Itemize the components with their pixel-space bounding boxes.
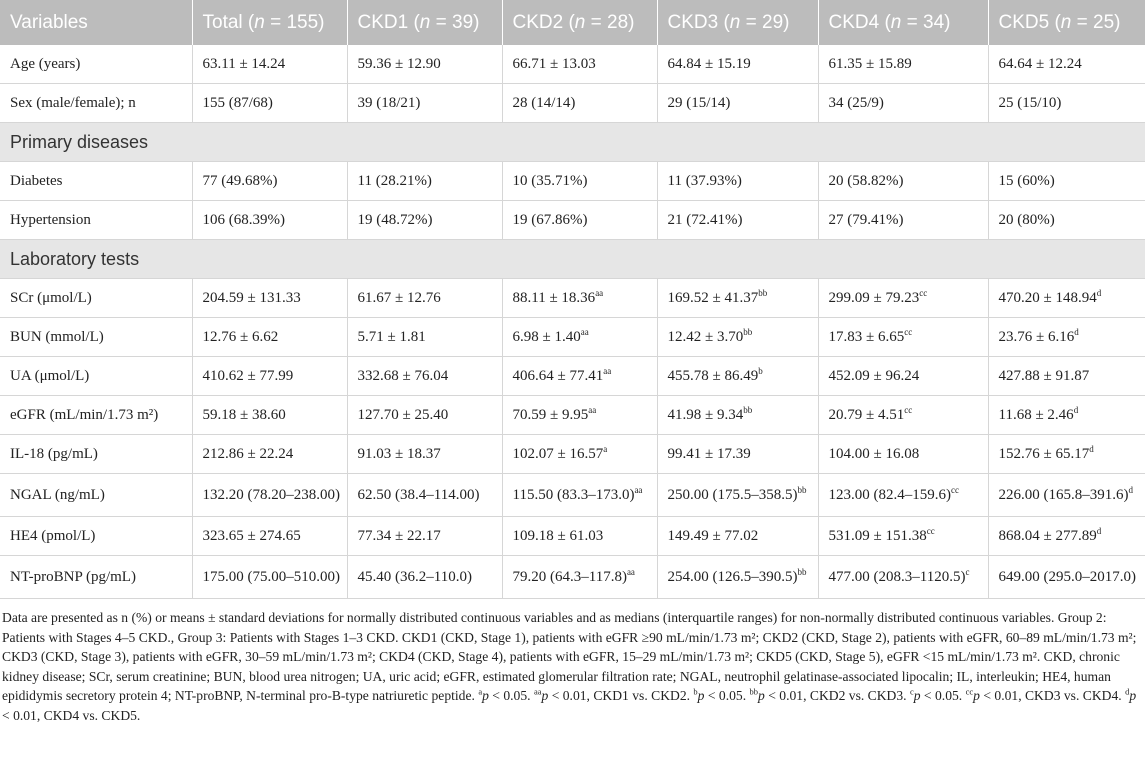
table-cell xyxy=(347,474,502,517)
table-cell xyxy=(347,84,502,123)
cell-value: 59.18 ± 38.60 xyxy=(202,406,286,423)
table-cell xyxy=(818,201,988,240)
table-cell xyxy=(818,318,988,357)
cell-superscript: aa xyxy=(588,404,597,415)
cell-superscript: aa xyxy=(595,287,604,298)
cell-value: 11 (28.21%) xyxy=(357,172,432,189)
table-header xyxy=(0,0,1145,45)
cell-value: 299.09 ± 79.23 xyxy=(828,289,920,306)
row-label: Hypertension xyxy=(0,201,192,240)
table-cell xyxy=(657,556,818,599)
cell-value: 20 (80%) xyxy=(998,211,1055,228)
cell-value: 649.00 (295.0–2017.0) xyxy=(998,568,1136,585)
cell-value: 6.98 ± 1.40 xyxy=(512,328,581,345)
cell-value: 39 (18/21) xyxy=(357,94,421,111)
cell-value: 127.70 ± 25.40 xyxy=(357,406,449,423)
cell-superscript: c xyxy=(965,566,970,577)
table-cell xyxy=(502,45,657,84)
cell-value: 17.83 ± 6.65 xyxy=(828,328,905,345)
header-count: = 39) xyxy=(430,11,480,33)
note-marker: a xyxy=(478,686,483,697)
header-label: CKD1 ( xyxy=(357,11,420,33)
table-cell xyxy=(192,474,347,517)
table-cell xyxy=(657,162,818,201)
cell-value: 204.59 ± 131.33 xyxy=(202,289,301,306)
cell-superscript: bb xyxy=(797,484,807,495)
note-marker: b xyxy=(693,686,698,697)
cell-value: 254.00 (126.5–390.5) xyxy=(667,568,798,585)
table-cell xyxy=(192,396,347,435)
cell-value: 20.79 ± 4.51 xyxy=(828,406,905,423)
cell-superscript: d xyxy=(1073,404,1079,415)
header-n: n xyxy=(890,11,902,33)
table-cell xyxy=(988,517,1145,556)
header-count: = 155) xyxy=(264,11,325,33)
table-cell xyxy=(502,357,657,396)
table-cell xyxy=(347,318,502,357)
table-cell xyxy=(988,279,1145,318)
table-cell xyxy=(192,162,347,201)
cell-value: 5.71 ± 1.81 xyxy=(357,328,426,345)
note-text: < 0.01, CKD2 vs. CKD3. xyxy=(764,688,910,704)
cell-value: 109.18 ± 61.03 xyxy=(512,527,604,544)
table-cell xyxy=(988,162,1145,201)
cell-value: 12.42 ± 3.70 xyxy=(667,328,744,345)
column-header xyxy=(657,0,818,45)
cell-value: 12.76 ± 6.62 xyxy=(202,328,279,345)
cell-value: 406.64 ± 77.41 xyxy=(512,367,604,384)
cell-superscript: cc xyxy=(904,326,913,337)
cell-value: 323.65 ± 274.65 xyxy=(202,527,301,544)
cell-value: 410.62 ± 77.99 xyxy=(202,367,294,384)
column-header xyxy=(818,0,988,45)
header-n: n xyxy=(419,11,431,33)
cell-value: 41.98 ± 9.34 xyxy=(667,406,744,423)
cell-value: 477.00 (208.3–1120.5) xyxy=(828,568,966,585)
table-cell xyxy=(988,435,1145,474)
cell-value: 21 (72.41%) xyxy=(667,211,743,228)
cell-value: 169.52 ± 41.37 xyxy=(667,289,759,306)
cell-superscript: bb xyxy=(743,404,753,415)
table-cell xyxy=(818,396,988,435)
cell-superscript: aa xyxy=(634,484,643,495)
cell-superscript: a xyxy=(603,443,608,454)
cell-superscript: d xyxy=(1074,326,1079,337)
table-cell xyxy=(347,517,502,556)
cell-value: 470.20 ± 148.94 xyxy=(998,289,1097,306)
cell-value: 91.03 ± 18.37 xyxy=(357,445,441,462)
table-cell xyxy=(502,84,657,123)
cell-value: 332.68 ± 76.04 xyxy=(357,367,449,384)
note-p: p xyxy=(541,688,549,704)
table-cell xyxy=(818,279,988,318)
cell-value: 102.07 ± 16.57 xyxy=(512,445,604,462)
table-cell xyxy=(347,556,502,599)
cell-value: 64.84 ± 15.19 xyxy=(667,55,751,72)
cell-value: 23.76 ± 6.16 xyxy=(998,328,1075,345)
cell-value: 106 (68.39%) xyxy=(202,211,285,228)
table-cell xyxy=(657,318,818,357)
cell-value: 226.00 (165.8–391.6) xyxy=(998,486,1129,503)
cell-value: 45.40 (36.2–110.0) xyxy=(357,568,472,585)
table-cell xyxy=(192,45,347,84)
table-cell xyxy=(502,517,657,556)
table-cell xyxy=(502,201,657,240)
row-label: BUN (mmol/L) xyxy=(0,318,192,357)
header-row xyxy=(0,0,1145,45)
cell-superscript: cc xyxy=(919,287,928,298)
table-cell xyxy=(657,435,818,474)
table-row xyxy=(0,357,1145,396)
table-cell xyxy=(502,318,657,357)
cell-value: 455.78 ± 86.49 xyxy=(667,367,759,384)
header-label: CKD5 ( xyxy=(998,11,1061,33)
column-header xyxy=(988,0,1145,45)
table-cell xyxy=(192,279,347,318)
table-row xyxy=(0,396,1145,435)
cell-value: 61.35 ± 15.89 xyxy=(828,55,912,72)
section-label: Primary diseases xyxy=(0,123,1145,162)
cell-value: 66.71 ± 13.03 xyxy=(512,55,596,72)
cell-value: 20 (58.82%) xyxy=(828,172,904,189)
cell-value: 25 (15/10) xyxy=(998,94,1062,111)
column-header xyxy=(347,0,502,45)
table-cell xyxy=(818,84,988,123)
table-cell xyxy=(502,396,657,435)
cell-superscript: bb xyxy=(758,287,768,298)
table-row xyxy=(0,474,1145,517)
note-text: < 0.01, CKD1 vs. CKD2. xyxy=(548,688,694,704)
cell-value: 104.00 ± 16.08 xyxy=(828,445,920,462)
cell-value: 99.41 ± 17.39 xyxy=(667,445,751,462)
row-label: IL-18 (pg/mL) xyxy=(0,435,192,474)
note-marker: c xyxy=(909,686,914,697)
note-p: p xyxy=(973,688,980,704)
table-row xyxy=(0,162,1145,201)
cell-value: 11 (37.93%) xyxy=(667,172,742,189)
table-cell xyxy=(818,435,988,474)
cell-value: 34 (25/9) xyxy=(828,94,884,111)
table-cell xyxy=(347,357,502,396)
header-label: CKD2 ( xyxy=(512,11,575,33)
table-cell xyxy=(347,162,502,201)
cell-superscript: bb xyxy=(743,326,753,337)
table-cell xyxy=(657,357,818,396)
row-label: eGFR (mL/min/1.73 m²) xyxy=(0,396,192,435)
table-row xyxy=(0,84,1145,123)
cell-value: 63.11 ± 14.24 xyxy=(202,55,286,72)
cell-superscript: aa xyxy=(626,566,635,577)
cell-value: 531.09 ± 151.38 xyxy=(828,527,927,544)
cell-value: 15 (60%) xyxy=(998,172,1055,189)
cell-value: 10 (35.71%) xyxy=(512,172,588,189)
note-marker: aa xyxy=(533,686,542,697)
header-label: Total ( xyxy=(202,11,255,33)
cell-value: 868.04 ± 277.89 xyxy=(998,527,1097,544)
cell-superscript: bb xyxy=(797,566,807,577)
cell-value: 115.50 (83.3–173.0) xyxy=(512,486,635,503)
row-label: UA (μmol/L) xyxy=(0,357,192,396)
table-cell xyxy=(818,517,988,556)
table-row xyxy=(0,45,1145,84)
cell-value: 152.76 ± 65.17 xyxy=(998,445,1090,462)
cell-superscript: aa xyxy=(580,326,589,337)
table-cell xyxy=(818,45,988,84)
cell-value: 19 (48.72%) xyxy=(357,211,433,228)
table-row xyxy=(0,435,1145,474)
header-count: = 29) xyxy=(740,11,790,33)
cell-value: 59.36 ± 12.90 xyxy=(357,55,441,72)
cell-value: 155 (87/68) xyxy=(202,94,273,111)
note-p: p xyxy=(697,688,705,704)
cell-value: 123.00 (82.4–159.6) xyxy=(828,486,951,503)
cell-value: 77 (49.68%) xyxy=(202,172,278,189)
row-label: Age (years) xyxy=(0,45,192,84)
table-cell xyxy=(347,279,502,318)
note-p: p xyxy=(482,688,489,704)
cell-value: 11.68 ± 2.46 xyxy=(998,406,1074,423)
table-cell xyxy=(988,474,1145,517)
cell-value: 427.88 ± 91.87 xyxy=(998,367,1090,384)
cell-value: 27 (79.41%) xyxy=(828,211,904,228)
table-cell xyxy=(988,201,1145,240)
column-header xyxy=(192,0,347,45)
row-label: Sex (male/female); n xyxy=(0,84,192,123)
header-count: = 28) xyxy=(585,11,635,33)
row-label: NT-proBNP (pg/mL) xyxy=(0,556,192,599)
cell-value: 132.20 (78.20–238.00) xyxy=(202,486,340,503)
table-cell xyxy=(502,435,657,474)
table-cell xyxy=(502,474,657,517)
table-cell xyxy=(502,279,657,318)
cell-superscript: b xyxy=(758,365,763,376)
column-header xyxy=(502,0,657,45)
cell-value: 212.86 ± 22.24 xyxy=(202,445,294,462)
cell-superscript: d xyxy=(1089,443,1094,454)
header-label: Variables xyxy=(10,11,88,33)
cell-superscript: cc xyxy=(926,525,935,536)
table-cell xyxy=(657,279,818,318)
note-text: < 0.05. xyxy=(920,688,966,704)
section-label: Laboratory tests xyxy=(0,240,1145,279)
section-row xyxy=(0,240,1145,279)
table-body xyxy=(0,45,1145,599)
table-cell xyxy=(988,396,1145,435)
table-cell xyxy=(657,517,818,556)
cell-value: 452.09 ± 96.24 xyxy=(828,367,920,384)
header-n: n xyxy=(574,11,586,33)
table-cell xyxy=(818,556,988,599)
table-cell xyxy=(347,45,502,84)
table-cell xyxy=(818,357,988,396)
cell-superscript: cc xyxy=(904,404,913,415)
table-cell xyxy=(657,396,818,435)
table-row xyxy=(0,556,1145,599)
table-cell xyxy=(192,84,347,123)
header-label: CKD3 ( xyxy=(667,11,730,33)
note-text: < 0.01, CKD4 vs. CKD5. xyxy=(2,707,141,723)
table-cell xyxy=(347,396,502,435)
note-text: < 0.05. xyxy=(704,688,750,704)
cell-value: 79.20 (64.3–117.8) xyxy=(512,568,627,585)
header-n: n xyxy=(254,11,265,33)
row-label: NGAL (ng/mL) xyxy=(0,474,192,517)
table-cell xyxy=(192,201,347,240)
table-cell xyxy=(988,556,1145,599)
table-row xyxy=(0,201,1145,240)
table-cell xyxy=(657,201,818,240)
cell-value: 19 (67.86%) xyxy=(512,211,588,228)
cell-value: 70.59 ± 9.95 xyxy=(512,406,589,423)
table-cell xyxy=(502,162,657,201)
row-label: HE4 (pmol/L) xyxy=(0,517,192,556)
cell-superscript: d xyxy=(1096,525,1102,536)
table-row xyxy=(0,318,1145,357)
note-text: < 0.01, CKD3 vs. CKD4. xyxy=(979,688,1126,704)
table-cell xyxy=(192,556,347,599)
section-row xyxy=(0,123,1145,162)
cell-value: 250.00 (175.5–358.5) xyxy=(667,486,798,503)
table-cell xyxy=(192,435,347,474)
table-cell xyxy=(818,474,988,517)
column-header xyxy=(0,0,192,45)
note-text: < 0.05. xyxy=(488,688,534,704)
table-cell xyxy=(988,84,1145,123)
cell-value: 28 (14/14) xyxy=(512,94,576,111)
cell-value: 77.34 ± 22.17 xyxy=(357,527,441,544)
table-cell xyxy=(988,45,1145,84)
table-row xyxy=(0,517,1145,556)
header-n: n xyxy=(729,11,741,33)
cell-superscript: d xyxy=(1128,484,1133,495)
row-label: SCr (μmol/L) xyxy=(0,279,192,318)
note-p: p xyxy=(758,688,765,704)
header-count: = 34) xyxy=(901,11,951,33)
table-cell xyxy=(988,318,1145,357)
cell-value: 62.50 (38.4–114.00) xyxy=(357,486,480,503)
note-marker: cc xyxy=(965,686,974,697)
table-cell xyxy=(818,162,988,201)
table-footnote xyxy=(0,599,1145,726)
cell-value: 175.00 (75.00–510.00) xyxy=(202,568,340,585)
note-marker: bb xyxy=(749,686,759,697)
table-cell xyxy=(657,474,818,517)
cell-superscript: aa xyxy=(603,365,612,376)
row-label: Diabetes xyxy=(0,162,192,201)
table-row xyxy=(0,279,1145,318)
cell-value: 149.49 ± 77.02 xyxy=(667,527,759,544)
cell-value: 29 (15/14) xyxy=(667,94,731,111)
header-n: n xyxy=(1060,11,1072,33)
table-cell xyxy=(347,201,502,240)
footnote-text: Data are presented as n (%) or means ± standard deviations for normally distributed continuous variables and as medians (interquartile ranges) for non-normally distributed continuous variables. Group 2: Patients with Stages 4–5 CKD., Group 3: Patients with Stages 1–3 CKD. CKD1 (CKD, Stage 1), patients with eGFR ≥90 mL/min/1.73 m²; CKD2 (CKD, Stage 2), patients with eGFR, 60–89 mL/min/1.73 m²; CKD3 (CKD, Stage 3), patients with eGFR, 30–59 mL/min/1.73 m²; CKD4 (CKD, Stage 4), patients with eGFR, 15–29 mL/min/1.73 m²; CKD5 (CKD, Stage 5), eGFR <15 mL/min/1.73 m². CKD, chronic kidney disease; SCr, serum creatinine; BUN, blood urea nitrogen; UA, uric acid; eGFR, estimated glomerular filtration rate; NGAL, neutrophil gelatinase-associated lipocalin; IL, interleukin; HE4, human epididymis secretory protein 4; NT-proBNP, N-terminal pro-B-type natriuretic peptide. xyxy=(2,610,1137,704)
header-label: CKD4 ( xyxy=(828,11,891,33)
table-cell xyxy=(192,517,347,556)
cell-superscript: cc xyxy=(951,484,959,495)
table-cell xyxy=(657,84,818,123)
cell-value: 88.11 ± 18.36 xyxy=(512,289,596,306)
table-cell xyxy=(502,556,657,599)
table-cell xyxy=(657,45,818,84)
table-cell xyxy=(192,318,347,357)
cell-value: 61.67 ± 12.76 xyxy=(357,289,441,306)
table-cell xyxy=(347,435,502,474)
table-cell xyxy=(988,357,1145,396)
header-count: = 25) xyxy=(1071,11,1121,33)
note-p: p xyxy=(913,688,921,704)
note-marker: d xyxy=(1125,686,1130,697)
note-p: p xyxy=(1129,688,1137,704)
cell-value: 64.64 ± 12.24 xyxy=(998,55,1082,72)
cell-superscript: d xyxy=(1096,287,1102,298)
table-cell xyxy=(192,357,347,396)
